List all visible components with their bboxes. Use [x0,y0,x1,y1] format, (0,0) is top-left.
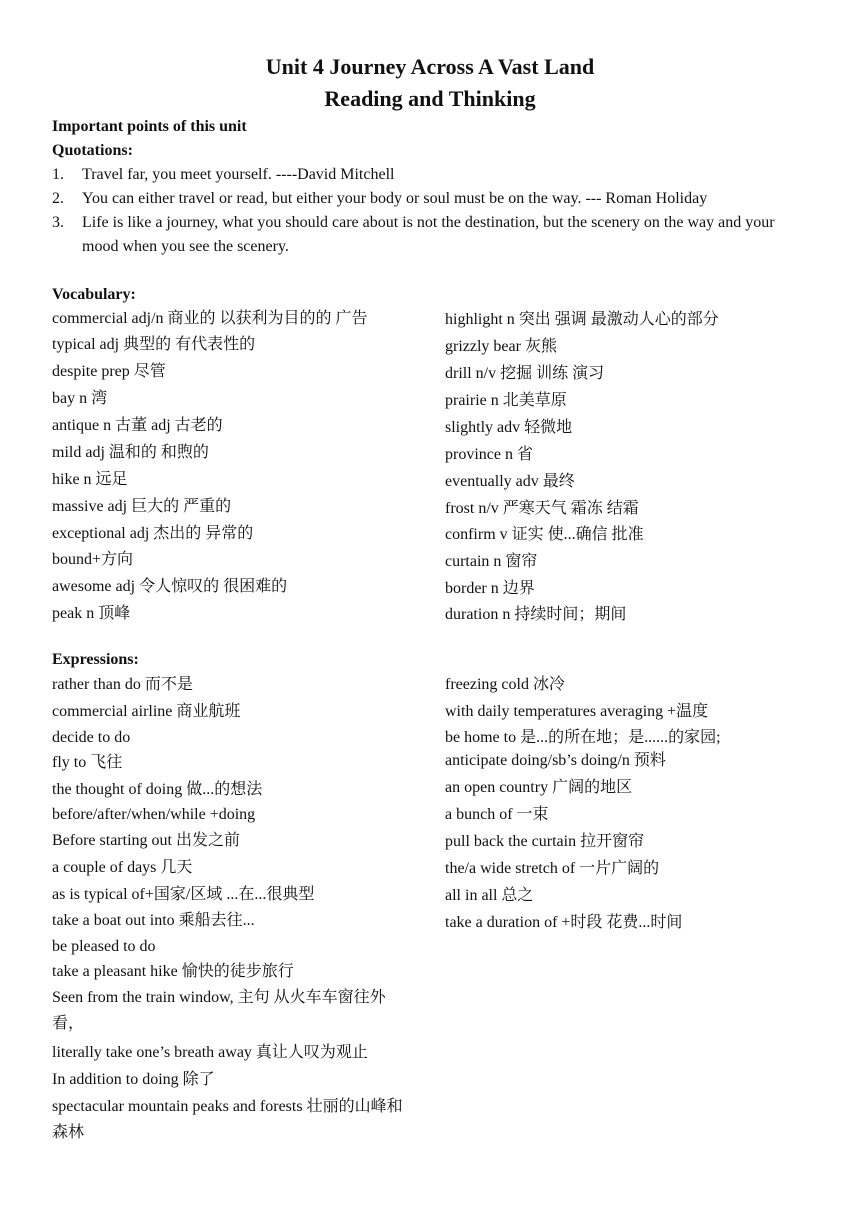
expression-item: decide to do [52,729,131,746]
expression-item: with daily temperatures averaging +温度 [445,703,709,720]
vocab-item: massive adj 巨大的 严重的 [52,498,232,515]
vocab-item: mild adj 温和的 和煦的 [52,444,209,461]
expression-item: Seen from the train window, 主句 从火车车窗往外看， [52,989,386,1032]
expression-item: a couple of days 几天 [52,859,193,876]
vocab-item: hike n 远足 [52,471,128,488]
expression-item: the thought of doing 做...的想法 [52,781,263,798]
vocab-item: eventually adv 最终 [445,473,575,490]
vocab-item: frost n/v 严寒天气 霜冻 结霜 [445,500,639,517]
expression-item: the/a wide stretch of 一片广阔的 [445,860,660,877]
quote-number: 3. [52,214,64,231]
vocab-item: peak n 顶峰 [52,605,131,622]
expression-item: an open country 广阔的地区 [445,779,633,796]
expression-item: take a boat out into 乘船去往... [52,912,255,929]
vocab-item: bay n 湾 [52,390,108,407]
expression-item: be pleased to do [52,938,156,955]
expression-item: Before starting out 出发之前 [52,832,240,849]
vocab-item: despite prep 尽管 [52,363,166,380]
expression-item: take a duration of +时段 花费...时间 [445,914,683,931]
quote-number: 1. [52,166,64,183]
expression-item: take a pleasant hike 愉快的徒步旅行 [52,963,294,980]
expression-item: fly to 飞往 [52,754,123,771]
quote-text: Life is like a journey, what you should care about is not the destination, but the scenery on the way and your mood when you see the scenery. [82,214,775,255]
page-title: Unit 4 Journey Across A Vast Land [265,54,595,79]
vocab-item: exceptional adj 杰出的 异常的 [52,525,254,542]
vocab-item: curtain n 窗帘 [445,553,538,570]
vocabulary-heading: Vocabulary: [52,286,136,303]
vocab-item: province n 省 [445,446,533,463]
page-subtitle: Reading and Thinking [324,86,536,111]
vocab-item: grizzly bear 灰熊 [445,338,557,355]
quote-text: You can either travel or read, but either your body or soul must be on the way. --- Roman Holiday [82,190,708,207]
expressions-heading: Expressions: [52,651,139,668]
vocab-item: confirm v 证实 使...确信 批准 [445,526,644,543]
expression-item: freezing cold 冰冷 [445,676,565,693]
expression-item: literally take one’s breath away 真让人叹为观止 [52,1044,368,1061]
vocab-item: border n 边界 [445,580,535,597]
expression-item: commercial airline 商业航班 [52,703,241,720]
expression-item: rather than do 而不是 [52,676,193,693]
important-points-heading: Important points of this unit [52,118,247,135]
vocab-item: commercial adj/n 商业的 以获利为目的的 广告 [52,310,368,327]
expression-item: anticipate doing/sb’s doing/n 预料 [445,752,666,769]
vocab-item: slightly adv 轻微地 [445,419,573,436]
expression-item: a bunch of 一束 [445,806,549,823]
vocab-item: prairie n 北美草原 [445,392,567,409]
expression-item: be home to 是...的所在地；是......的家园; [445,729,721,746]
vocab-item: drill n/v 挖掘 训练 演习 [445,365,605,382]
vocab-item: awesome adj 令人惊叹的 很困难的 [52,578,288,595]
quote-text: Travel far, you meet yourself. ----David Mitchell [82,166,395,183]
expression-item: before/after/when/while +doing [52,806,256,823]
vocab-item: duration n 持续时间；期间 [445,606,627,623]
expression-item: as is typical of+国家/区域 ...在...很典型 [52,886,315,903]
vocab-item: bound+方向 [52,551,134,568]
vocab-item: highlight n 突出 强调 最激动人心的部分 [445,311,719,328]
expression-item: In addition to doing 除了 [52,1071,215,1088]
expression-item: all in all 总之 [445,887,534,904]
expression-item: pull back the curtain 拉开窗帘 [445,833,645,850]
expression-item: spectacular mountain peaks and forests 壮丽的山峰和森林 [52,1098,403,1141]
quotations-heading: Quotations: [52,142,133,159]
quote-number: 2. [52,190,64,207]
vocab-item: typical adj 典型的 有代表性的 [52,336,256,353]
vocab-item: antique n 古董 adj 古老的 [52,417,223,434]
